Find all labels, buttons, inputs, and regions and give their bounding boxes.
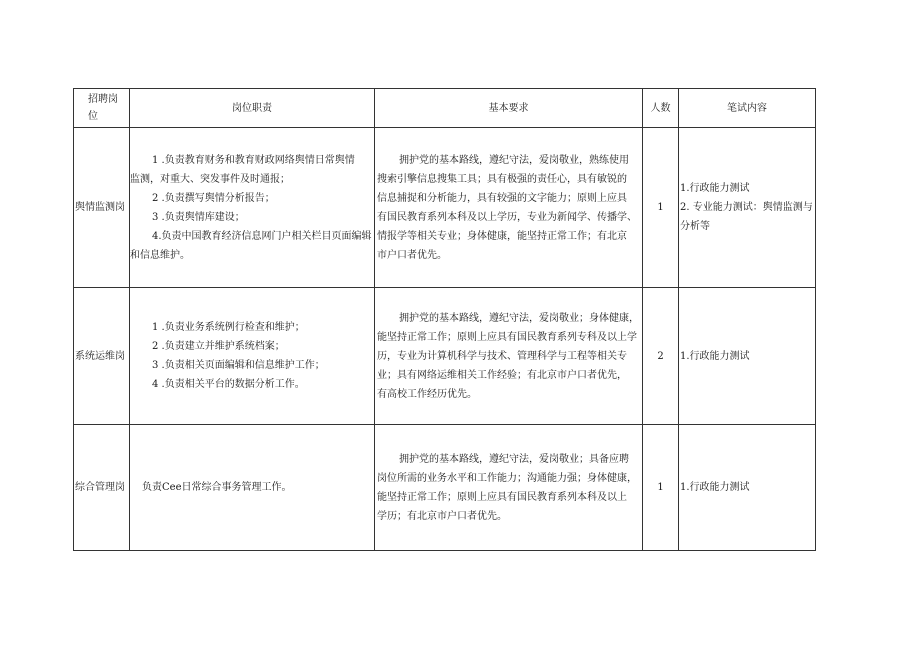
table-row [74,288,816,425]
requirements-cell: 拥护党的基本路线，遵纪守法，爱岗敬业，熟练使用 搜索引擎信息搜集工具；具有极强的责任心，具有敏锐的 信息捕捉和分析能力，具有较强的文字能力；原则上应具 有国民教育系列本科及以上学历，专业为新闻学、传播学、 情报学等相关专业；身体健康，能坚持正常工作；有北京 市户口者优先。 [375,128,643,288]
recruitment-table [73,88,816,551]
duty-cell: 负责Cee日常综合事务管理工作。 [130,425,375,551]
header-requirements: 基本要求 [375,89,643,128]
header-exam: 笔试内容 [679,89,816,128]
post-name: 综合管理岗 [74,425,130,551]
requirements-cell: 拥护党的基本路线，遵纪守法，爱岗敬业；身体健康， 能坚持正常工作；原则上应具有国民教育系列专科及以上学 历，专业为计算机科学与技术、管理科学与工程等相关专 业；具有网络运维相关工作经验；有北京市户口者优先， 有高校工作经历优先。 [375,288,643,425]
header-count: 人数 [643,89,679,128]
requirements-cell: 拥护党的基本路线，遵纪守法，爱岗敬业；具备应聘 岗位所需的业务水平和工作能力；沟通能力强；身体健康， 能坚持正常工作；原则上应具有国民教育系列本科及以上 学历；有北京市户口者优先。 [375,425,643,551]
table-header-row [74,89,816,128]
exam-cell: 1.行政能力测试 [679,288,816,425]
post-name: 系统运维岗 [74,288,130,425]
header-post: 招聘岗 位 [74,89,130,128]
exam-cell: 1.行政能力测试 2. 专业能力测试：舆情监测与 分析等 [679,128,816,288]
duty-cell: 1 .负责业务系统例行检查和维护； 2 .负责建立并维护系统档案； 3 .负责相关页面编辑和信息维护工作； 4 .负责相关平台的数据分析工作。 [130,288,375,425]
count-cell: 2 [643,288,679,425]
count-cell: 1 [643,128,679,288]
table-row [74,425,816,551]
count-cell: 1 [643,425,679,551]
duty-cell: 1 .负责教育财务和教育财政网络舆情日常舆情 监测，对重大、突发事件及时通报； 2 .负责撰写舆情分析报告； 3 .负责舆情库建设； 4.负责中国教育经济信息网门户相关栏目页面编辑 和信息维护。 [130,128,375,288]
table-row [74,128,816,288]
header-duty: 岗位职责 [130,89,375,128]
post-name: 舆情监测岗 [74,128,130,288]
exam-cell: 1.行政能力测试 [679,425,816,551]
